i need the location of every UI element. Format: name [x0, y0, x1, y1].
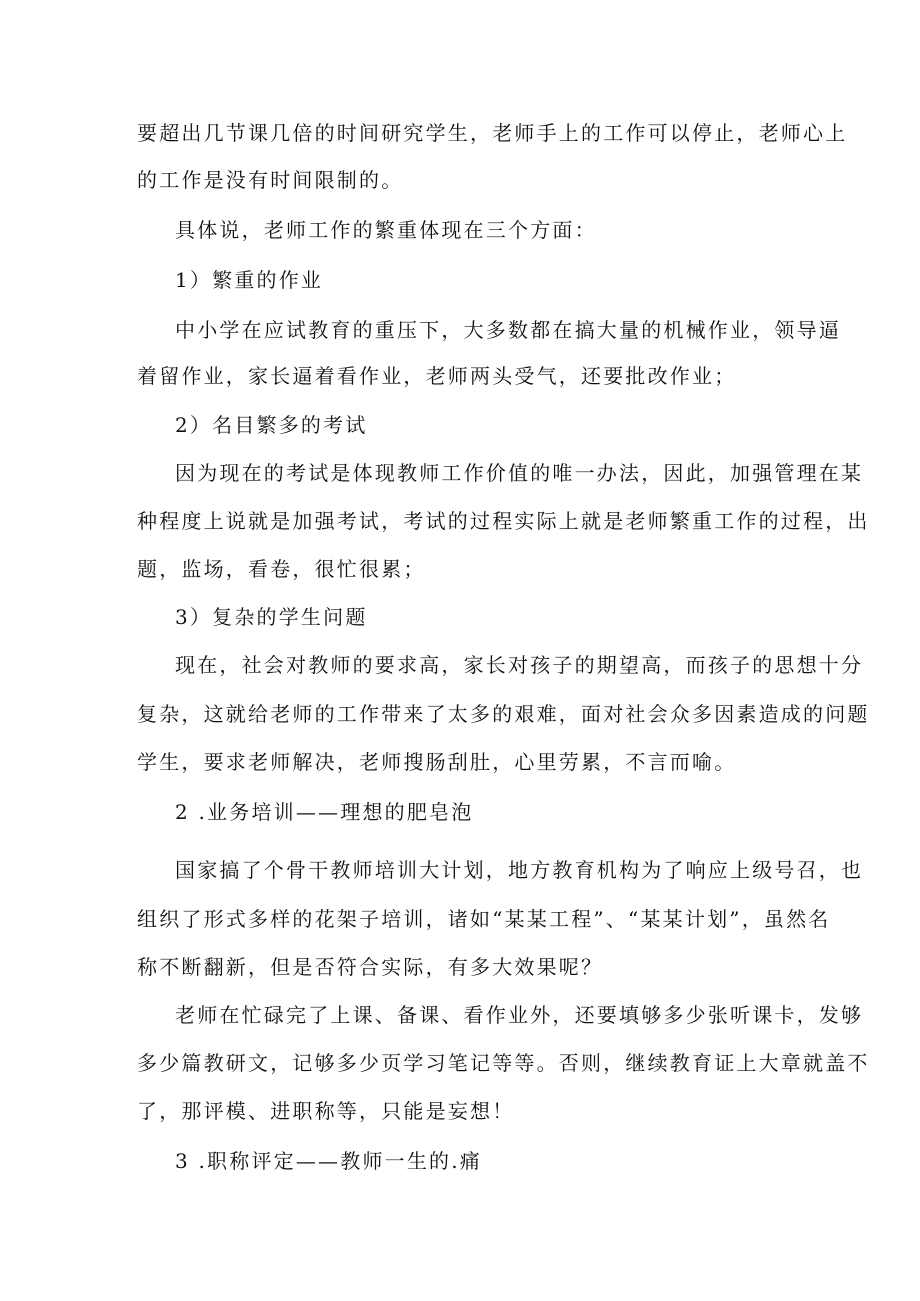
subheading-many-exams: 2）名目繁多的考试 — [175, 413, 368, 437]
body-text-line: 现在，社会对教师的要求高，家长对孩子的期望高，而孩子的思想十分 — [175, 653, 864, 677]
body-text-line: 复杂，这就给老师的工作带来了太多的艰难，面对社会众多因素造成的问题 — [137, 702, 870, 726]
body-text-line: 中小学在应试教育的重压下，大多数都在搞大量的机械作业，领导逼 — [175, 318, 841, 342]
subheading-student-problems: 3）复杂的学生问题 — [175, 605, 368, 629]
body-text-line: 的工作是没有时间限制的。 — [137, 168, 404, 192]
body-text-line: 因为现在的考试是体现教师工作价值的唯一办法，因此，加强管理在某 — [175, 461, 864, 485]
body-text-line: 多少篇教研文，记够多少页学习笔记等等。否则，继续教育证上大章就盖不 — [137, 1051, 870, 1075]
body-text-line: 称不断翻新，但是否符合实际，有多大效果呢？ — [137, 955, 604, 979]
body-text-line: 题，监场，看卷，很忙很累； — [137, 557, 426, 581]
body-text-line: 了，那评模、进职称等，只能是妄想！ — [137, 1099, 515, 1123]
body-text-line: 学生，要求老师解决，老师搜肠刮肚，心里劳累，不言而喻。 — [137, 750, 737, 774]
section-heading-title-evaluation: 3 .职称评定——教师一生的.痛 — [175, 1149, 482, 1173]
body-text-line: 国家搞了个骨干教师培训大计划，地方教育机构为了响应上级号召，也 — [175, 858, 864, 882]
body-text-line: 着留作业，家长逼着看作业，老师两头受气，还要批改作业； — [137, 364, 737, 388]
body-text-line: 要超出几节课几倍的时间研究学生，老师手上的工作可以停止，老师心上 — [137, 121, 848, 145]
body-text-line: 种程度上说就是加强考试，考试的过程实际上就是老师繁重工作的过程，出 — [137, 509, 870, 533]
section-heading-training: 2 .业务培训——理想的肥皂泡 — [175, 800, 474, 824]
body-text-line: 老师在忙碌完了上课、备课、看作业外，还要填够多少张听课卡，发够 — [175, 1003, 864, 1027]
subheading-heavy-homework: 1）繁重的作业 — [175, 268, 324, 292]
body-text-line: 组织了形式多样的花架子培训，诸如“某某工程”、“某某计划”，虽然名 — [137, 907, 831, 931]
body-text-line: 具体说，老师工作的繁重体现在三个方面： — [175, 218, 597, 242]
